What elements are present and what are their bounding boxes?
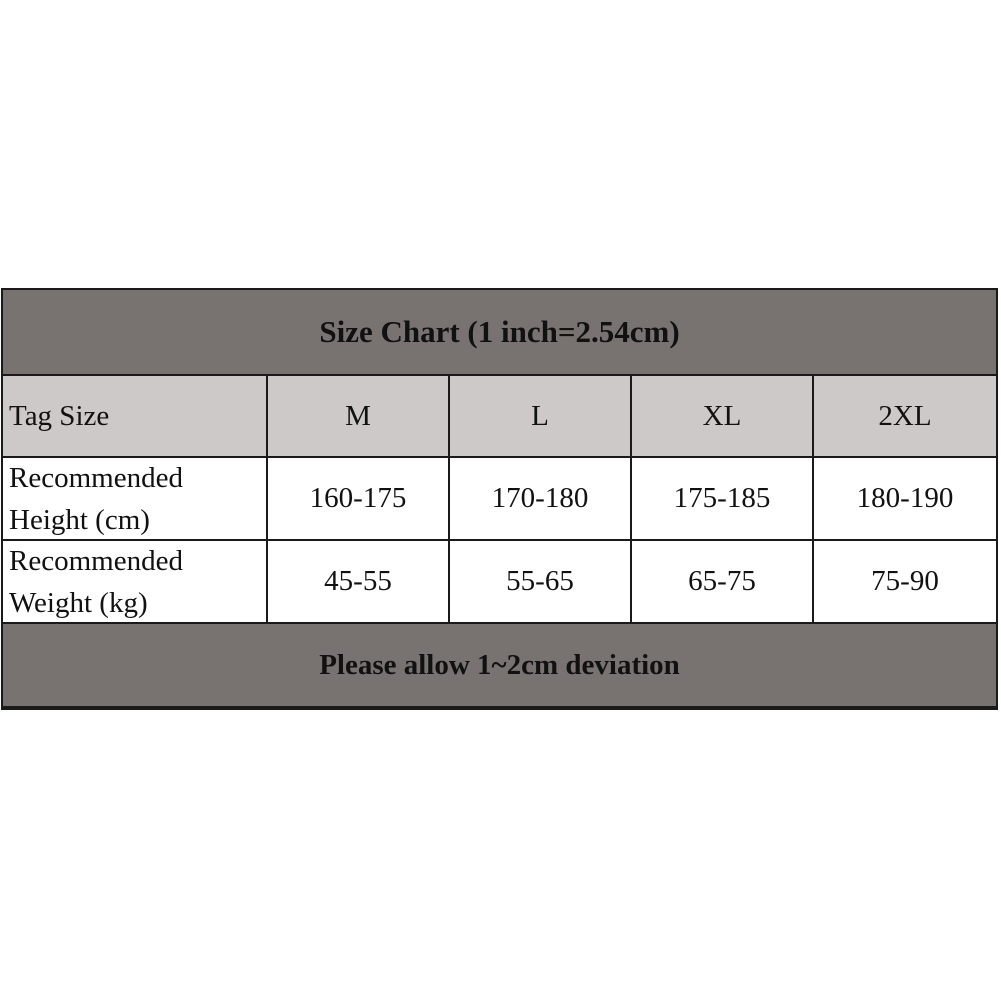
height-l-cell: 170-180: [450, 458, 632, 539]
bottom-divider: [1, 708, 998, 710]
height-m-cell: 160-175: [268, 458, 450, 539]
tag-size-label: Tag Size: [3, 376, 268, 456]
size-chart-title: Size Chart (1 inch=2.54cm): [3, 290, 996, 376]
recommended-height-row: [3, 458, 996, 541]
size-chart-table: [1, 288, 998, 708]
weight-2xl-cell: 75-90: [871, 565, 939, 597]
height-xl-cell: 175-185: [632, 458, 814, 539]
weight-l-cell: 55-65: [450, 541, 632, 622]
recommended-height-label: [3, 458, 268, 539]
deviation-note: Please allow 1~2cm deviation: [3, 624, 996, 706]
recommended-weight-label: [3, 541, 268, 622]
size-2xl-header: 2XL: [878, 399, 932, 432]
height-2xl-cell: 180-190: [856, 482, 954, 514]
row-label-line: Recommended: [9, 461, 183, 494]
recommended-weight-row: [3, 541, 996, 624]
size-xl-header: XL: [632, 376, 814, 456]
row-label-line: Weight (kg): [9, 586, 148, 619]
size-l-header: L: [450, 376, 632, 456]
row-label-line: Recommended: [9, 544, 183, 577]
tag-size-header-row: [3, 376, 996, 458]
weight-m-cell: 45-55: [268, 541, 450, 622]
size-m-header: M: [268, 376, 450, 456]
row-label-line: Height (cm): [9, 503, 150, 536]
weight-xl-cell: 65-75: [632, 541, 814, 622]
